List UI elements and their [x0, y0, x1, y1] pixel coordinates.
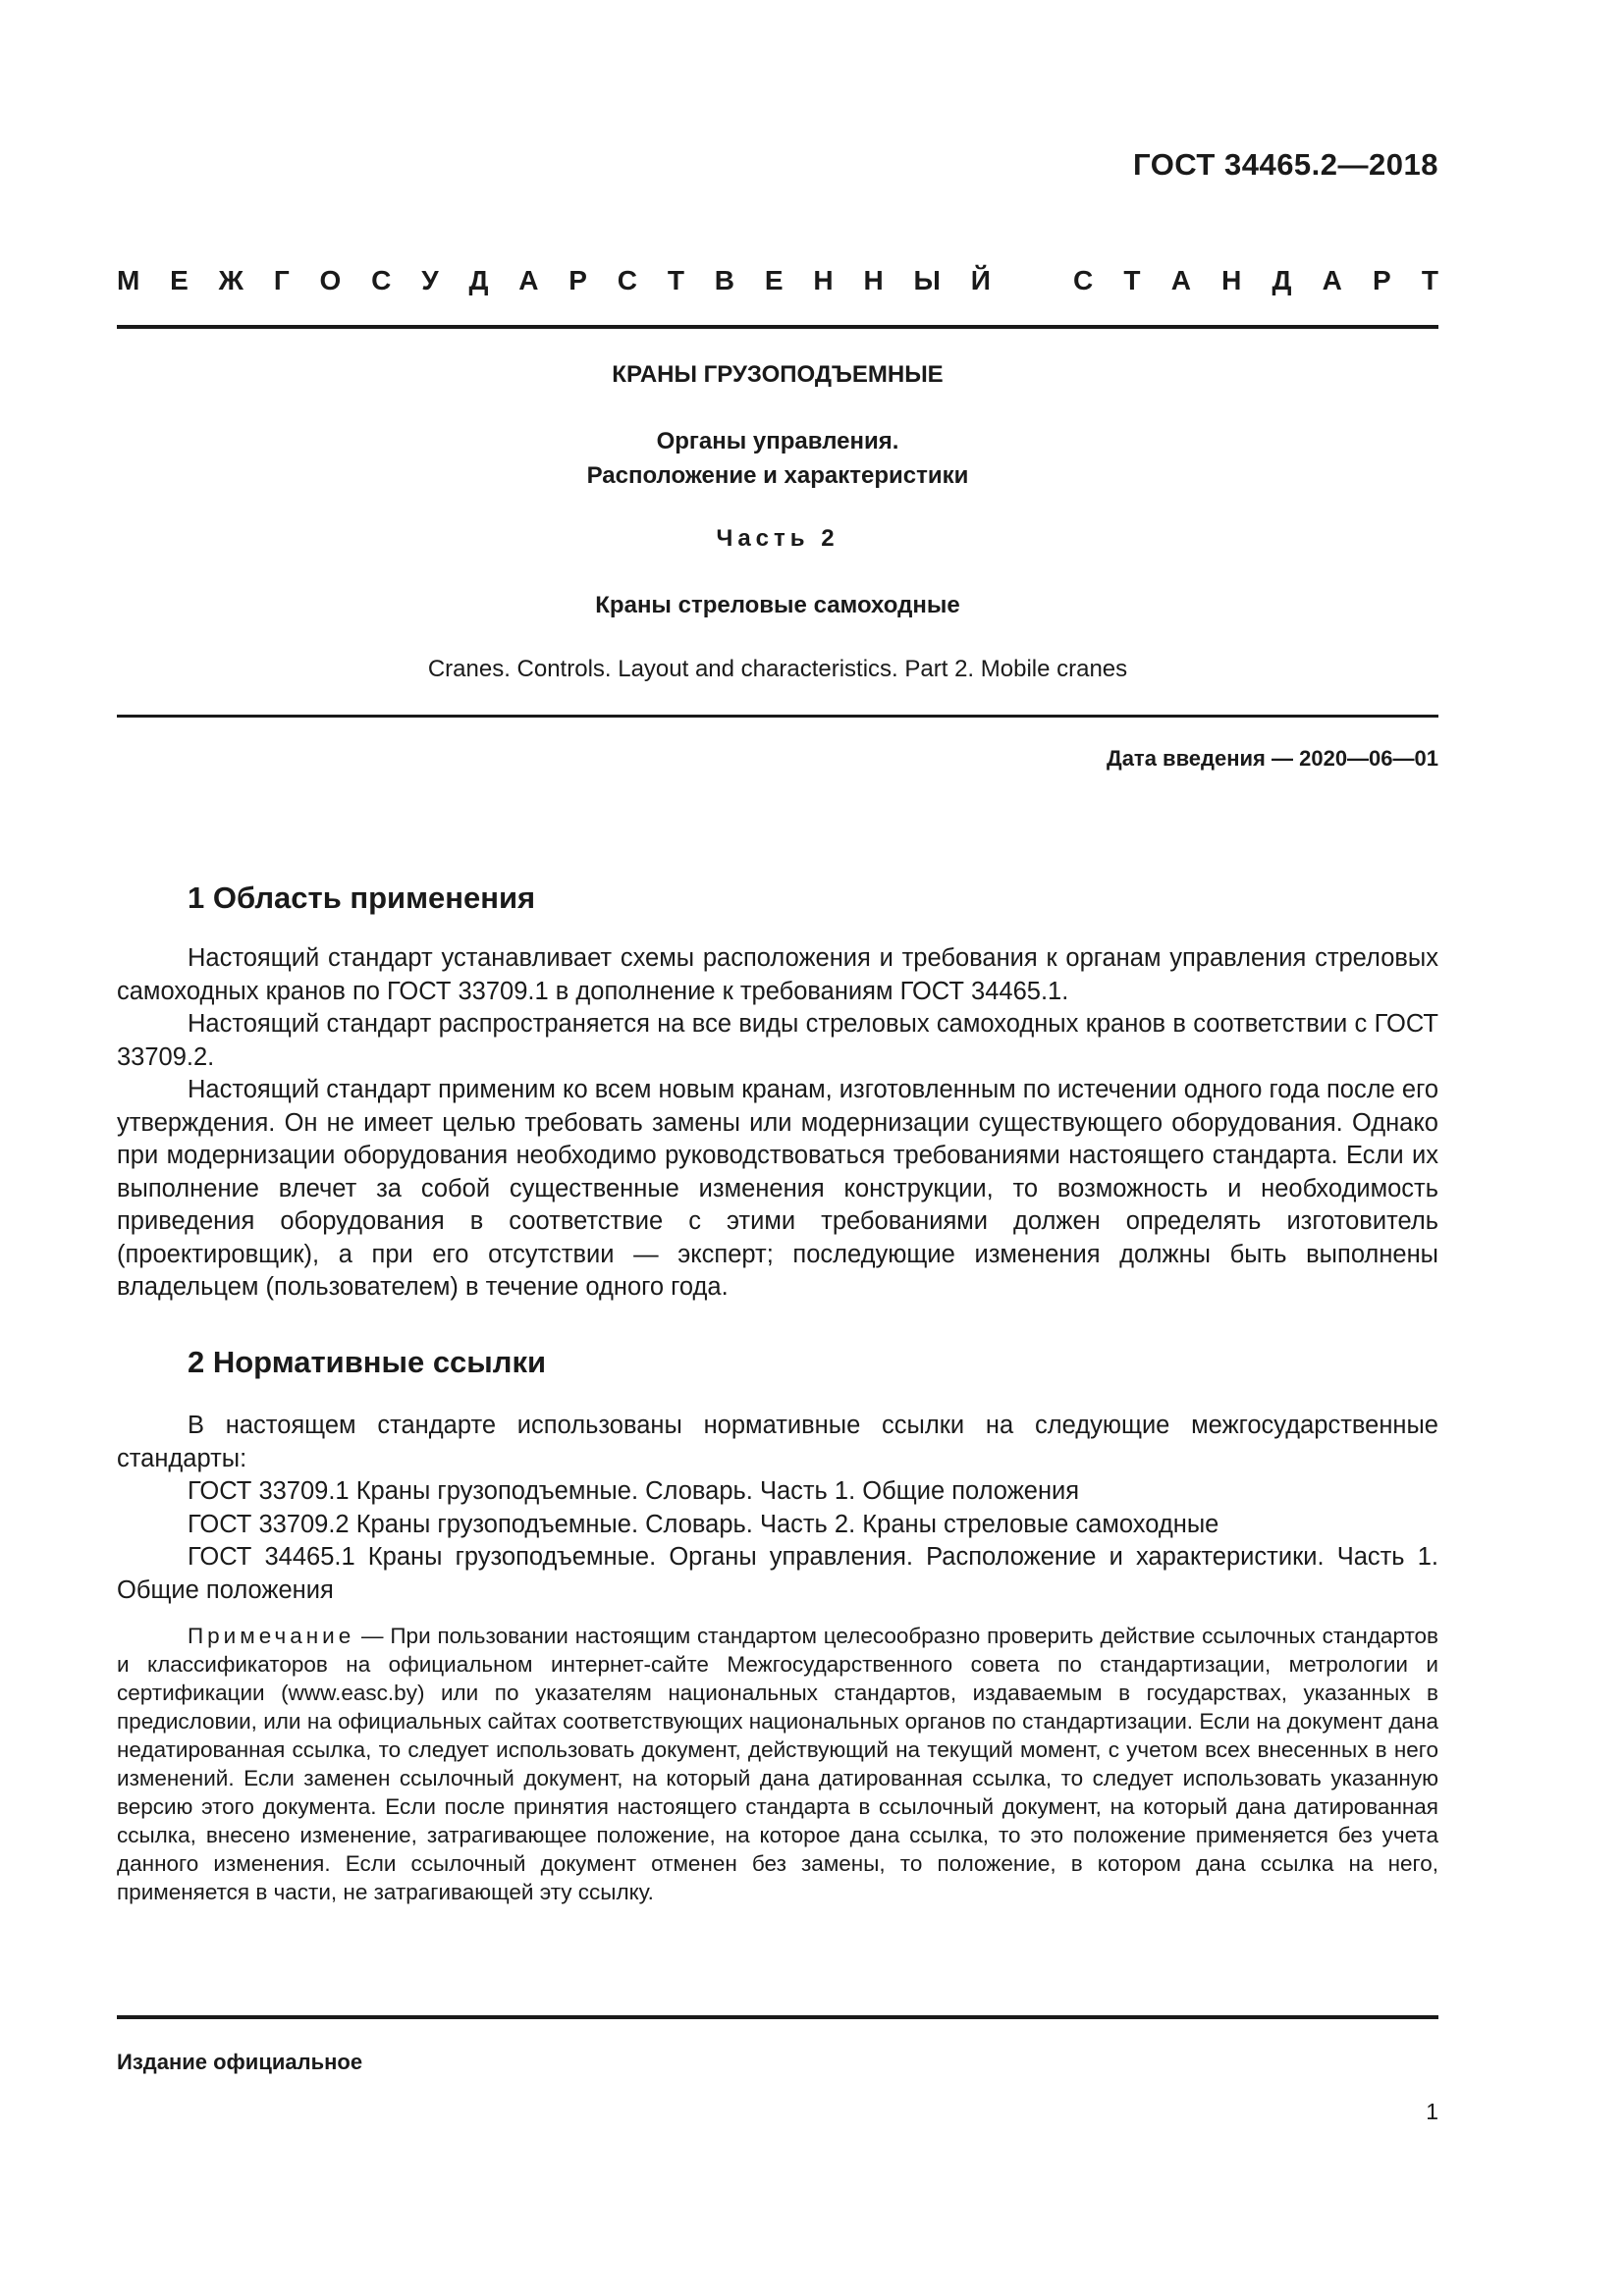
- letter: Н: [813, 265, 834, 295]
- note: [117, 1622, 1438, 1906]
- letter: Н: [1221, 265, 1242, 295]
- standard-type-word-interstate: [117, 265, 991, 296]
- paragraph: Настоящий стандарт устанавливает схемы расположения и требования к органам управления стреловых самоходных кранов по ГОСТ 33709.1 в дополнение к требованиям ГОСТ 34465.1.: [117, 944, 1438, 1005]
- title-divider: [117, 715, 1438, 718]
- letter: Й: [970, 265, 991, 295]
- section-heading-scope: 1 Область применения: [188, 881, 536, 915]
- document-title: КРАНЫ ГРУЗОПОДЪЕМНЫЕ: [612, 361, 944, 388]
- header-divider: [117, 325, 1438, 329]
- letter: Г: [273, 265, 290, 295]
- note-text: — При пользовании настоящим стандартом целесообразно проверить действие ссылочных стандартов и классификаторов на официальном интернет-сайте Межгосударственного совета по стандартизации, метрологии и сертификации (www.easc.by) или по указателям национальных стандартов, издаваемым в государствах, указанных в предисловии, или на официальных сайтах соответствующих национальных органов по стандартизации. Если на документ дана недатированная ссылка, то следует использовать документ, действующий на текущий момент, с учетом всех внесенных в него изменений. Если заменен ссылочный документ, на который дана датированная ссылка, то следует использовать указанную версию этого документа. Если после принятия настоящего стандарта в ссылочный документ, на который дана датированная ссылка, внесено изменение, затрагивающее положение, на которое дана ссылка, то это положение применяется без учета данного изменения. Если ссылочный документ отменен без замены, то положение, в котором дана ссылка на него, применяется в части, не затрагивающей эту ссылку.: [117, 1624, 1438, 1904]
- footer-divider: [117, 2015, 1438, 2019]
- letter: А: [1170, 265, 1191, 295]
- letter: Ы: [913, 265, 941, 295]
- paragraph: Настоящий стандарт распространяется на все виды стреловых самоходных кранов в соответствии с ГОСТ 33709.2.: [117, 1010, 1438, 1071]
- reference-item: ГОСТ 34465.1 Краны грузоподъемные. Органы управления. Расположение и характеристики. Часть 1. Общие положения: [117, 1543, 1438, 1604]
- section-body-normative-references: [117, 1410, 1438, 1607]
- document-part: Часть 2: [716, 525, 839, 552]
- section-body-scope: [117, 942, 1438, 1305]
- document-page: [117, 0, 1438, 2296]
- letter: С: [617, 265, 638, 295]
- letter: М: [117, 265, 140, 295]
- letter: А: [518, 265, 539, 295]
- document-number: ГОСТ 34465.2—2018: [1133, 147, 1438, 182]
- letter: В: [714, 265, 735, 295]
- section-heading-normative-references: 2 Нормативные ссылки: [188, 1345, 547, 1379]
- document-subtitle: [117, 424, 1438, 493]
- letter: Р: [1373, 265, 1391, 295]
- letter: Е: [170, 265, 189, 295]
- standard-type-word-standard: [1073, 265, 1438, 296]
- introduction-date: Дата введения — 2020—06—01: [1107, 746, 1438, 771]
- letter: Т: [1123, 265, 1141, 295]
- letter: Д: [468, 265, 489, 295]
- subtitle-line: Расположение и характеристики: [586, 462, 969, 489]
- edition-label: Издание официальное: [117, 2050, 363, 2074]
- paragraph: Настоящий стандарт применим ко всем новым кранам, изготовленным по истечении одного года после его утверждения. Он не имеет целью требовать замены или модернизации существующего оборудования. Однако при модернизации оборудования необходимо руководствоваться требованиями настоящего стандарта. Если их выполнение влечет за собой существенные изменения конструкции, то возможность и необходимость приведения оборудования в соответствие с этими требованиями должен определять изготовитель (проектировщик), а при его отсутствии — эксперт; последующие изменения должны быть выполнены владельцем (пользователем) в течение одного года.: [117, 1076, 1438, 1301]
- note-label: Примечание: [188, 1624, 355, 1648]
- letter: О: [319, 265, 342, 295]
- letter: Ж: [218, 265, 244, 295]
- reference-item: ГОСТ 33709.2 Краны грузоподъемные. Словарь. Часть 2. Краны стреловые самоходные: [188, 1510, 1219, 1538]
- letter: С: [1073, 265, 1094, 295]
- letter: Т: [667, 265, 684, 295]
- letter: Н: [863, 265, 884, 295]
- page-number: 1: [1426, 2099, 1438, 2124]
- letter: Е: [764, 265, 784, 295]
- letter: А: [1322, 265, 1342, 295]
- letter: С: [371, 265, 392, 295]
- reference-item: ГОСТ 33709.1 Краны грузоподъемные. Словарь. Часть 1. Общие положения: [188, 1477, 1080, 1505]
- letter: Р: [568, 265, 587, 295]
- letter: Т: [1421, 265, 1438, 295]
- letter: У: [421, 265, 439, 295]
- paragraph: В настоящем стандарте использованы нормативные ссылки на следующие межгосударственные стандарты:: [117, 1412, 1438, 1472]
- letter: Д: [1272, 265, 1292, 295]
- subtitle-line: Органы управления.: [656, 428, 899, 454]
- standard-type-heading: [117, 265, 1438, 296]
- document-english-title: Cranes. Controls. Layout and characteristics. Part 2. Mobile cranes: [427, 656, 1128, 682]
- document-part-title: Краны стреловые самоходные: [595, 592, 960, 618]
